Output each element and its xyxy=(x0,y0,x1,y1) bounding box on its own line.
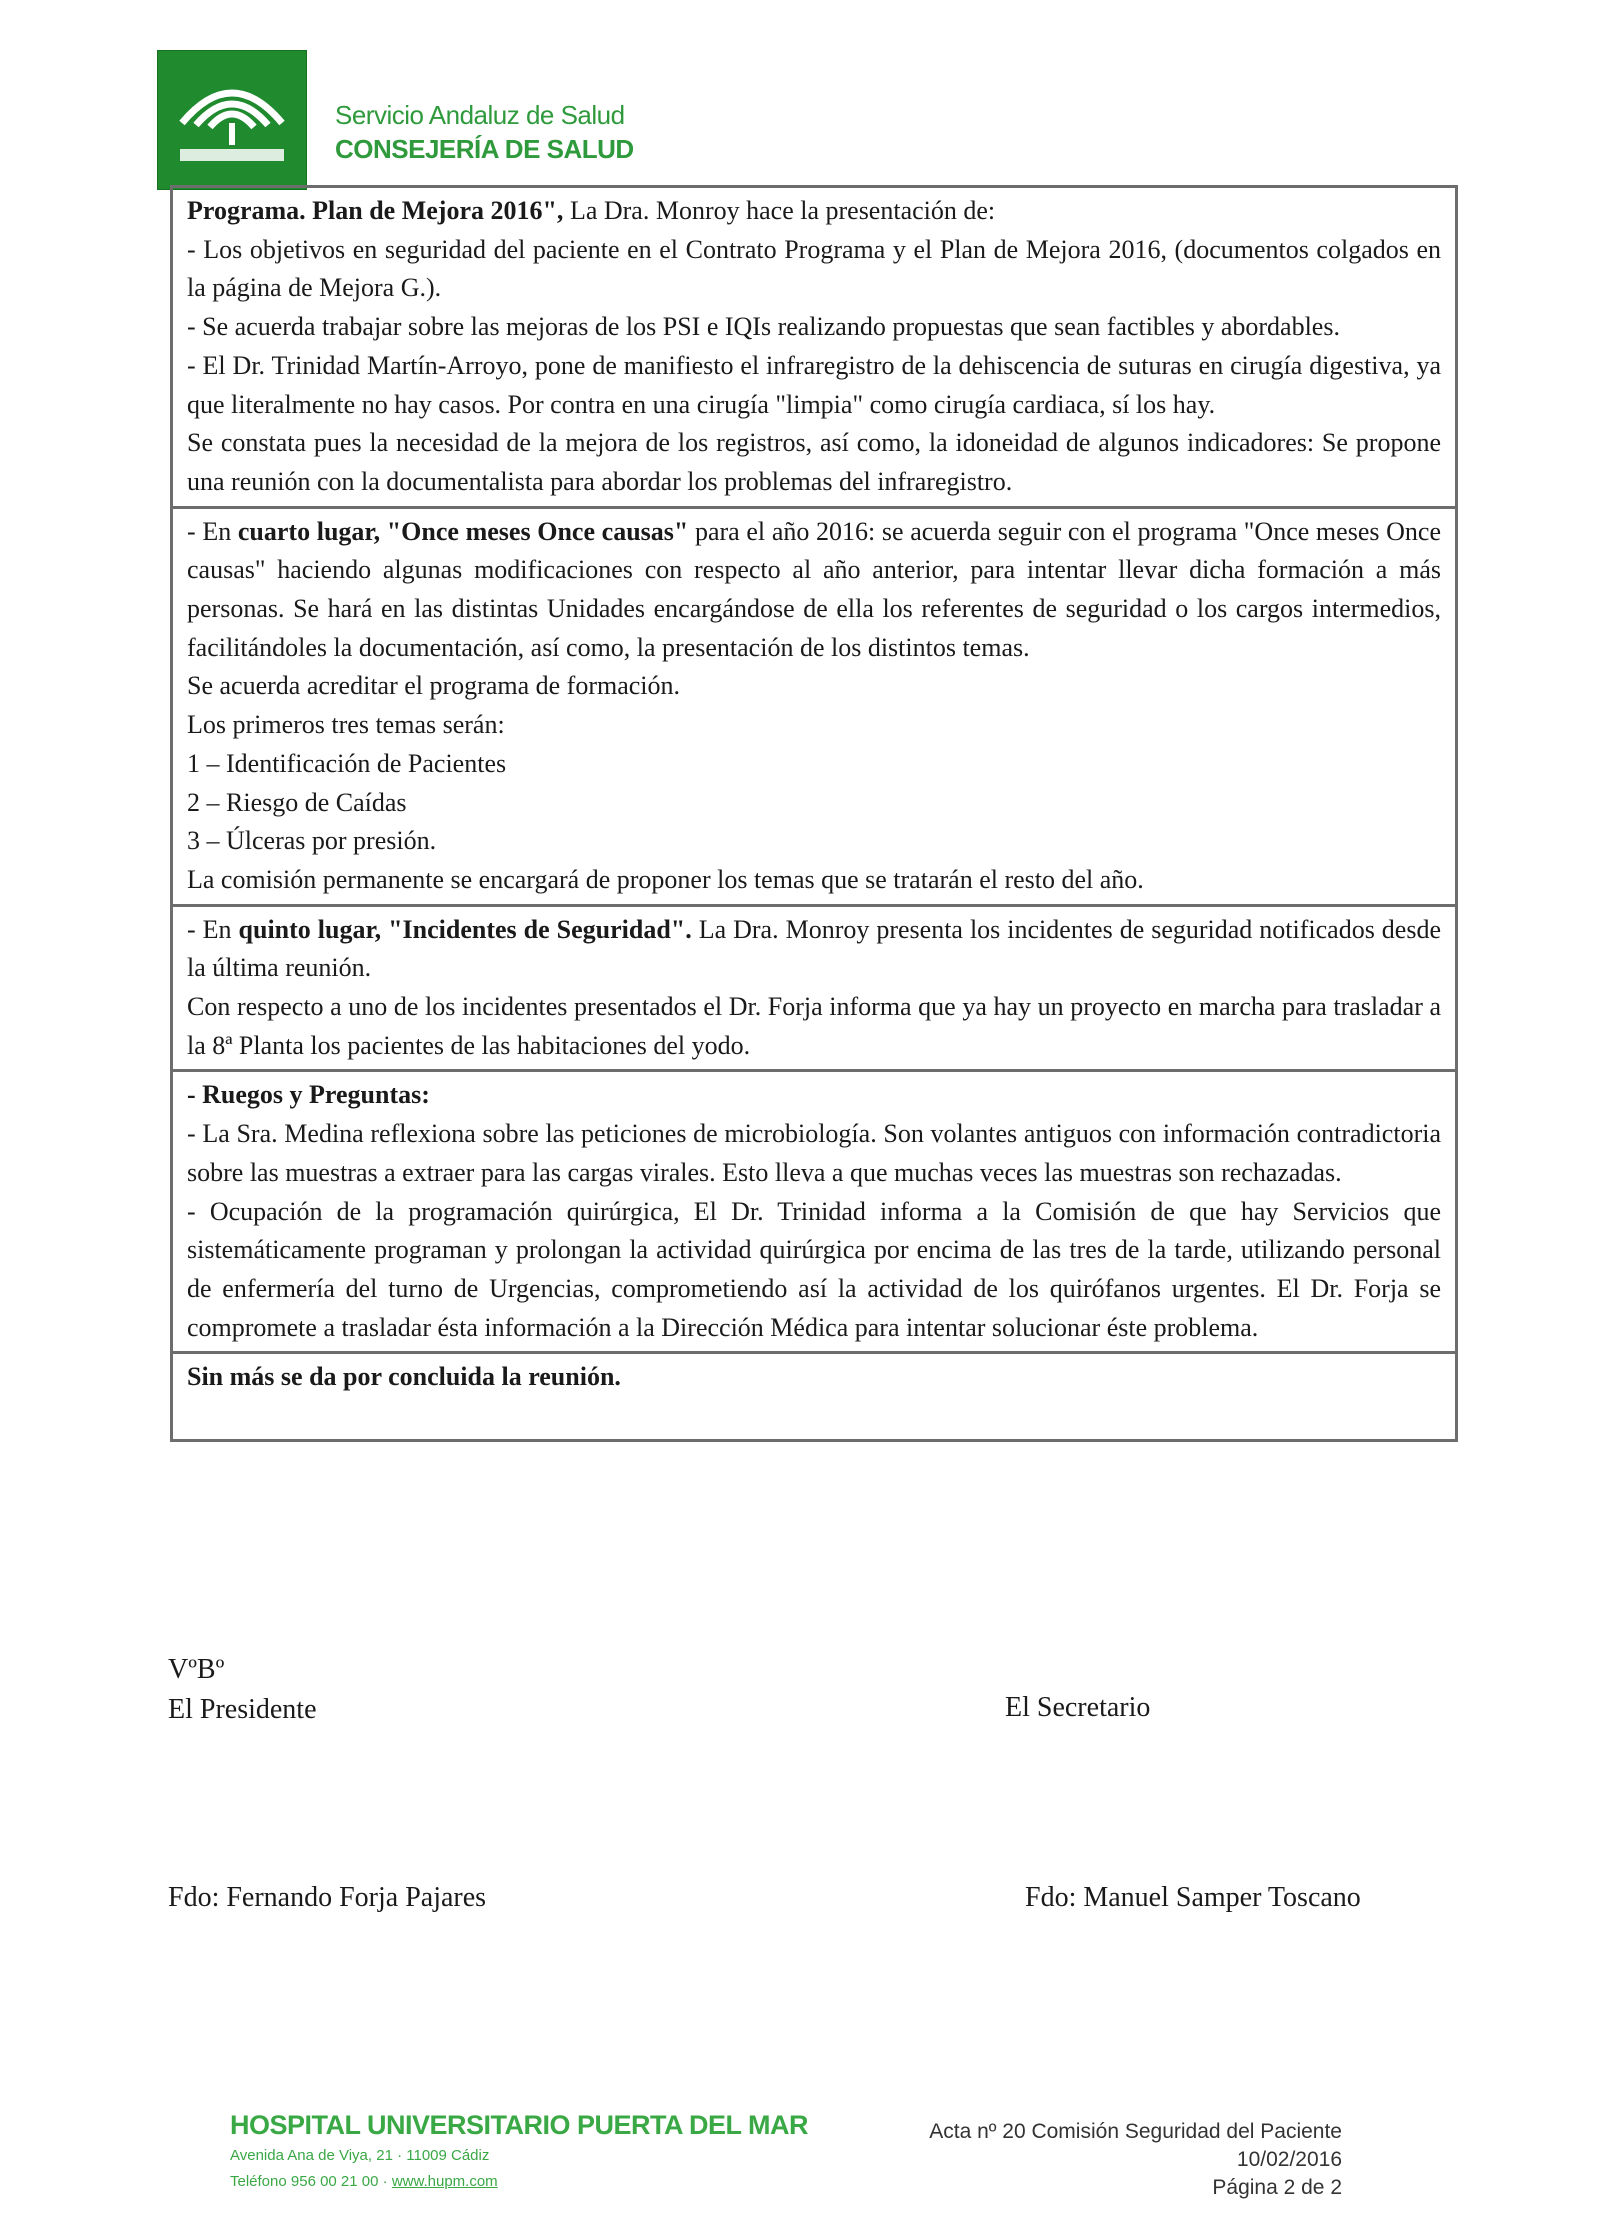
text-run: La Dra. Monroy presenta los incidentes de seguridad notificados desde la última reunión. xyxy=(187,914,1442,983)
paragraph xyxy=(187,308,1441,347)
document-footer xyxy=(929,2118,1342,2202)
minutes-table xyxy=(170,185,1458,1442)
doc-title: Acta nº 20 Comisión Seguridad del Paciente xyxy=(929,2120,1342,2143)
vobo-label: VºBº xyxy=(168,1654,225,1685)
section-plan-mejora xyxy=(173,188,1455,509)
paragraph xyxy=(187,424,1441,501)
section-ruegos-preguntas xyxy=(173,1072,1455,1354)
bold-run: cuarto lugar, "Once meses Once causas" xyxy=(237,516,689,546)
section-closing xyxy=(173,1354,1455,1439)
text-run: La comisión permanente se encargará de proponer los temas que se tratarán el resto del año. xyxy=(187,864,1144,894)
secretary-block xyxy=(1005,1688,1150,1728)
paragraph xyxy=(187,911,1441,988)
president-block xyxy=(168,1650,317,1730)
text-run: La Dra. Monroy hace la presentación de: xyxy=(563,196,996,225)
president-signature-name: Fdo: Fernando Forja Pajares xyxy=(168,1882,487,1913)
bold-run: Sin más se da por concluida la reunión. xyxy=(187,1362,621,1392)
text-run: - En xyxy=(187,516,238,546)
paragraph xyxy=(187,784,1441,823)
text-run: 3 – Úlceras por presión. xyxy=(187,826,437,856)
secretary-label: El Secretario xyxy=(1005,1692,1151,1723)
bold-run: - Ruegos y Preguntas: xyxy=(187,1080,430,1110)
hospital-address: Avenida Ana de Viya, 21 · 11009 Cádiz xyxy=(230,2147,490,2164)
hospital-web-link[interactable]: www.hupm.com xyxy=(391,2173,498,2190)
paragraph xyxy=(187,192,1441,231)
paragraph xyxy=(187,1358,1441,1397)
hospital-contact: Teléfono 956 00 21 00 · www.hupm.com xyxy=(230,2173,498,2190)
text-run: 1 – Identificación de Pacientes xyxy=(187,748,507,778)
paragraph xyxy=(187,1076,1441,1115)
paragraph xyxy=(187,706,1441,745)
paragraph xyxy=(187,1193,1441,1348)
paragraph xyxy=(187,822,1441,861)
paragraph xyxy=(187,861,1441,900)
junta-andalucia-logo xyxy=(157,50,307,190)
organization-name xyxy=(335,98,634,166)
org-line-1: Servicio Andaluz de Salud xyxy=(335,100,625,130)
text-run: Se constata pues la necesidad de la mejora de los registros, así como, la idoneidad de algunos indicadores: Se propone una reunión con la documentalista para abordar los problemas del infraregistro. xyxy=(187,428,1441,496)
doc-date: 10/02/2016 xyxy=(1236,2148,1342,2171)
paragraph xyxy=(187,513,1441,668)
text-run: para el año 2016: se acuerda seguir con el programa "Once meses Once causas" haciendo algunas modificaciones con respecto al año anterior, para intentar llevar dicha formación a más personas. Se hará en las distintas Unidades encargándose de ella los referentes de seguridad o los cargos intermedios, facilitándoles la documentación, así como, la presentación de los distintos temas. xyxy=(187,516,1441,662)
text-run: - La Sra. Medina reflexiona sobre las peticiones de microbiología. Son volantes antiguos con información contradictoria sobre las muestras a extraer para las cargas virales. Esto lleva a que muchas veces las muestras son rechazadas. xyxy=(187,1119,1441,1187)
text-run: - Los objetivos en seguridad del paciente en el Contrato Programa y el Plan de Mejora 2016, (documentos colgados en la página de Mejora G.). xyxy=(187,234,1441,303)
text-run: Se acuerda acreditar el programa de formación. xyxy=(187,671,681,701)
paragraph xyxy=(187,667,1441,706)
bold-run: Programa. Plan de Mejora 2016", xyxy=(187,196,564,225)
paragraph xyxy=(187,745,1441,784)
text-run: - En xyxy=(187,914,239,944)
section-once-meses xyxy=(173,509,1455,907)
text-run: - El Dr. Trinidad Martín-Arroyo, pone de manifiesto el infraregistro de la dehiscencia de suturas en cirugía digestiva, ya que literalmente no hay casos. Por contra en una cirugía "limpia" como cirugía cardiaca, sí los hay. xyxy=(187,350,1441,419)
text-run: - Se acuerda trabajar sobre las mejoras de los PSI e IQIs realizando propuestas que sean factibles y abordables. xyxy=(187,312,1340,342)
paragraph xyxy=(187,1115,1441,1192)
page-number: Página 2 de 2 xyxy=(1212,2176,1342,2199)
text-run: 2 – Riesgo de Caídas xyxy=(187,787,407,817)
president-label: El Presidente xyxy=(168,1694,317,1725)
logo-arches-icon xyxy=(172,65,292,175)
hospital-name: HOSPITAL UNIVERSITARIO PUERTA DEL MAR xyxy=(230,2110,809,2140)
page-header xyxy=(157,50,657,190)
paragraph xyxy=(187,231,1441,308)
bold-run: quinto lugar, "Incidentes de Seguridad". xyxy=(238,914,692,944)
text-run: - Ocupación de la programación quirúrgica, El Dr. Trinidad informa a la Comisión de que hay Servicios que sistemáticamente programan y prolongan la actividad quirúrgica por encima de las tres de la tarde, utilizando personal de enfermería del turno de Urgencias, comprometiendo así la actividad de los quirófanos urgentes. El Dr. Forja se compromete a trasladar ésta información a la Dirección Médica para intentar solucionar éste problema. xyxy=(187,1196,1441,1342)
text-run: Los primeros tres temas serán: xyxy=(187,710,505,740)
paragraph xyxy=(187,988,1441,1065)
paragraph xyxy=(187,347,1441,424)
text-run: Con respecto a uno de los incidentes presentados el Dr. Forja informa que ya hay un proyecto en marcha para trasladar a la 8ª Planta los pacientes de las habitaciones del yodo. xyxy=(187,992,1441,1060)
secretary-signature-name: Fdo: Manuel Samper Toscano xyxy=(1025,1882,1361,1913)
org-line-2: CONSEJERÍA DE SALUD xyxy=(335,134,634,164)
section-incidentes xyxy=(173,907,1455,1073)
hospital-phone: Teléfono 956 00 21 00 xyxy=(230,2173,379,2190)
hospital-footer xyxy=(230,2110,808,2193)
